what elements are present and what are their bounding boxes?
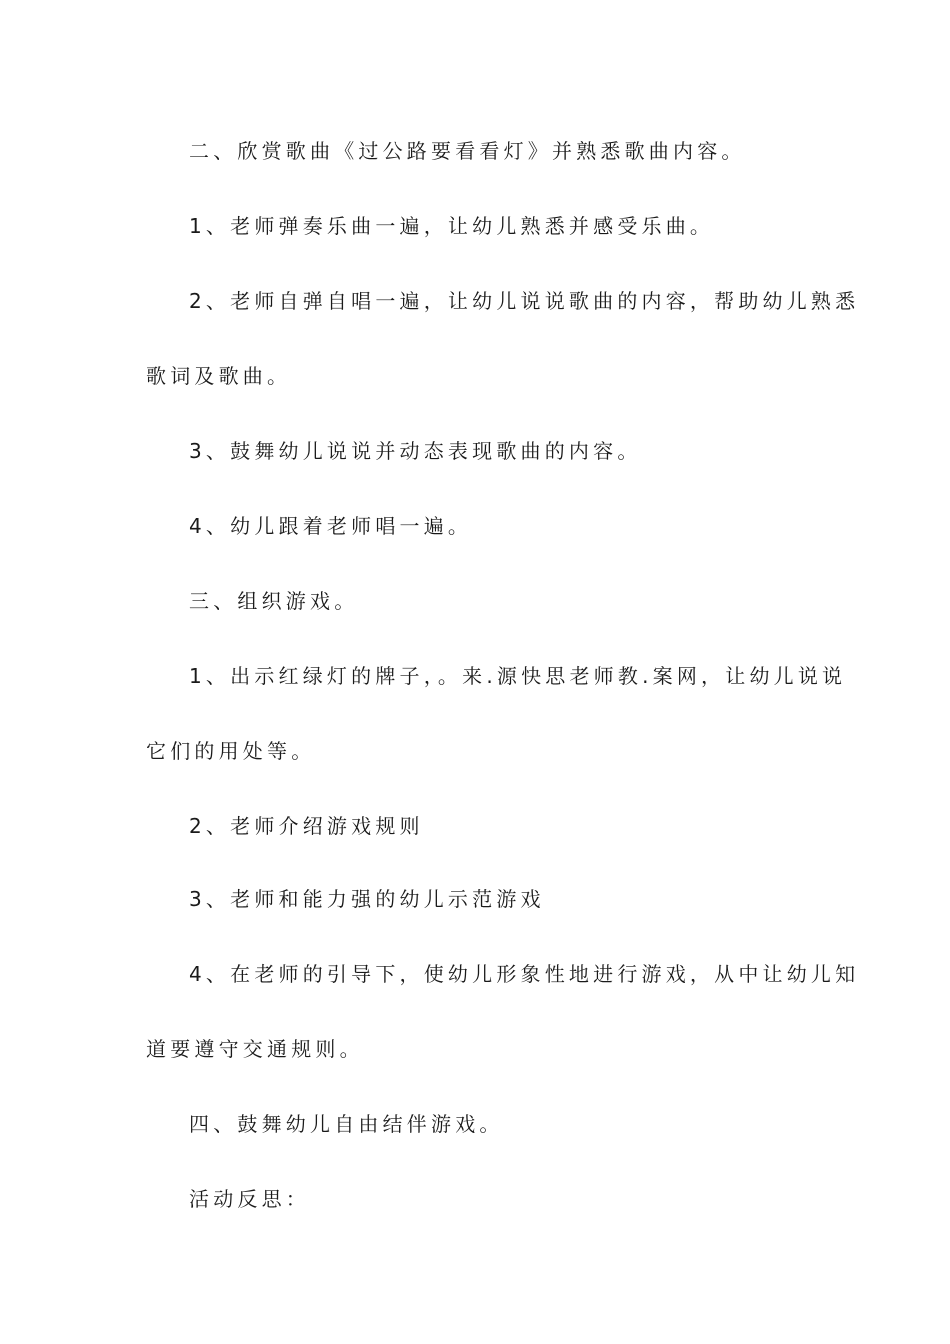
section-heading-2: 二、欣赏歌曲《过公路要看看灯》并熟悉歌曲内容。 [189,139,746,163]
paragraph-line: 4、幼儿跟着老师唱一遍。 [189,514,473,538]
paragraph-line: 3、鼓舞幼儿说说并动态表现歌曲的内容。 [189,439,642,463]
paragraph-line: 2、老师自弹自唱一遍，让幼儿说说歌曲的内容，帮助幼儿熟悉 [189,289,860,313]
paragraph-line: 3、老师和能力强的幼儿示范游戏 [189,887,545,911]
paragraph-line-continuation: 歌词及歌曲。 [146,364,292,388]
paragraph-line-continuation: 它们的用处等。 [146,739,316,763]
paragraph-line-continuation: 道要遵守交通规则。 [146,1037,364,1061]
section-heading-reflection: 活动反思： [189,1187,310,1211]
section-heading-4: 四、鼓舞幼儿自由结伴游戏。 [189,1112,504,1136]
paragraph-line: 1、出示红绿灯的牌子，。来.源快思老师教.案网，让幼儿说说 [189,664,847,688]
paragraph-line: 4、在老师的引导下，使幼儿形象性地进行游戏，从中让幼儿知 [189,962,860,986]
paragraph-line: 1、老师弹奏乐曲一遍，让幼儿熟悉并感受乐曲。 [189,214,715,238]
section-heading-3: 三、组织游戏。 [189,589,359,613]
paragraph-line: 2、老师介绍游戏规则 [189,814,424,838]
